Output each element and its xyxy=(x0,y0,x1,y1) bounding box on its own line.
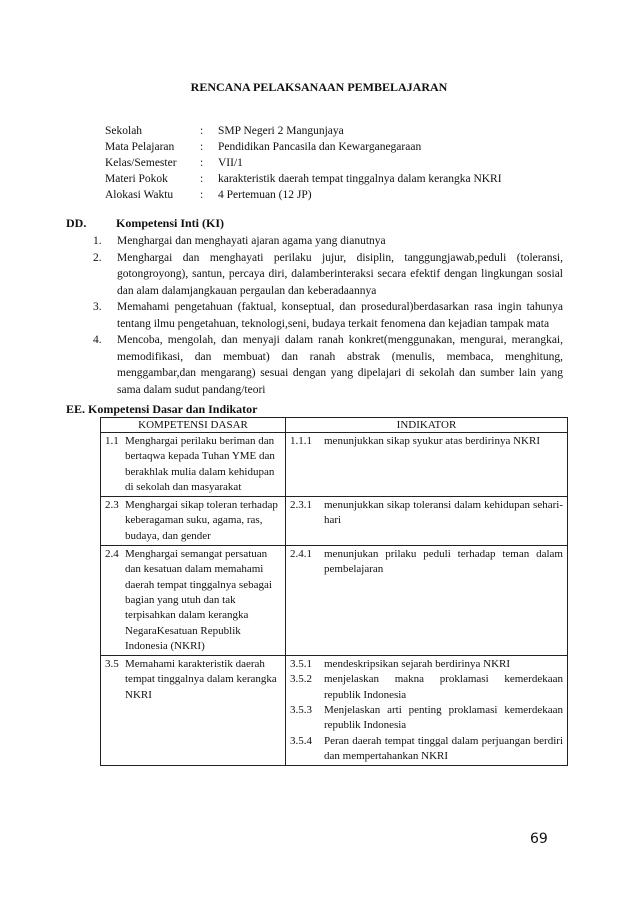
indicator-text: menjelaskan makna proklamasi kemerdekaan republik Indonesia xyxy=(324,673,563,701)
section-heading-kd xyxy=(66,402,258,417)
ki-item xyxy=(93,299,563,332)
info-separator: : xyxy=(200,157,204,169)
ki-item-text: Mencoba, mengolah, dan menyaji dalam ranah konkret(menggunakan, mengurai, merangkai, memodifikasi, dan membuat) dan ranah abstrak (menulis, membaca, menghitung, menggambar,dan mengarang) sesuai dengan yang dipelajari di sekolah dan sumber lain yang sama dalam sudut pandang/teori xyxy=(117,334,563,396)
column-header-kd: KOMPETENSI DASAR xyxy=(101,418,286,433)
info-value: 4 Pertemuan (12 JP) xyxy=(218,189,312,201)
ki-item-text: Menghargai dan menghayati ajaran agama yang dianutnya xyxy=(117,235,386,247)
kd-indicator-table xyxy=(100,417,568,766)
info-label: Mata Pelajaran xyxy=(105,141,175,153)
kd-text: Memahami karakteristik daerah tempat tinggalnya dalam kerangka NKRI xyxy=(125,658,277,701)
kd-cell xyxy=(101,546,286,656)
table-row xyxy=(101,497,568,546)
kd-number: 1.1 xyxy=(105,435,119,447)
kd-cell xyxy=(101,497,286,546)
ki-item-text: Menghargai dan menghayati perilaku jujur, disiplin, tanggungjawab,peduli (toleransi, gotongroyong), santun, percaya diri, dalamberinteraksi secara efektif dengan lingkungan sosial dan alam dalamjangkauan pergaulan dan keberadaannya xyxy=(117,251,563,297)
info-row-materi-pokok xyxy=(105,171,502,187)
kd-text: Menghargai sikap toleran terhadap keberagaman suku, agama, ras, budaya, dan gender xyxy=(125,499,278,542)
page-number: 69 xyxy=(530,831,548,847)
indicator-text: menunjukkan sikap syukur atas berdirinya NKRI xyxy=(324,435,540,447)
kd-number: 3.5 xyxy=(105,658,119,671)
table-row xyxy=(101,433,568,497)
identity-block xyxy=(105,123,502,203)
indicator-text: mendeskripsikan sejarah berdirinya NKRI xyxy=(324,658,511,671)
indicator-number: 3.5.3 xyxy=(290,704,312,717)
info-value: VII/1 xyxy=(218,157,243,169)
table-row xyxy=(101,546,568,656)
ki-item-number: 4. xyxy=(93,334,102,346)
info-row-mata-pelajaran xyxy=(105,139,502,155)
indicator-number: 3.5.1 xyxy=(290,658,312,671)
kd-cell xyxy=(101,433,286,497)
info-label: Sekolah xyxy=(105,125,143,137)
ki-item xyxy=(93,332,563,398)
indicator-cell xyxy=(286,656,568,766)
section-marker: DD. xyxy=(66,216,87,230)
table-header-row xyxy=(101,418,568,433)
info-label: Kelas/Semester xyxy=(105,157,177,169)
indicator-number: 2.3.1 xyxy=(290,499,312,512)
kd-number: 2.3 xyxy=(105,499,119,512)
ki-item xyxy=(93,233,563,250)
indicator-number: 3.5.4 xyxy=(290,734,312,747)
info-value: SMP Negeri 2 Mangunjaya xyxy=(218,125,344,137)
info-row-sekolah xyxy=(105,123,502,139)
ki-list xyxy=(93,233,563,398)
section-heading-ki xyxy=(66,216,224,231)
ki-item xyxy=(93,250,563,300)
indicator-cell xyxy=(286,497,568,546)
section-title: Kompetensi Inti (KI) xyxy=(116,216,224,230)
info-label: Materi Pokok xyxy=(105,173,168,185)
indicator-cell xyxy=(286,546,568,656)
ki-item-text: Memahami pengetahuan (faktual, konseptual, dan prosedural)berdasarkan rasa ingin tahunya tentang ilmu pengetahuan, teknologi,seni, budaya terkait fenomena dan kejadian tampak mata xyxy=(117,301,563,330)
indicator-number: 1.1.1 xyxy=(290,435,312,447)
ki-item-number: 3. xyxy=(93,301,102,313)
indicator-text: menunjukan prilaku peduli terhadap teman dalam pembelajaran xyxy=(324,548,563,576)
info-label: Alokasi Waktu xyxy=(105,189,174,201)
table-row xyxy=(101,656,568,766)
indicator-cell xyxy=(286,433,568,497)
info-row-kelas-semester xyxy=(105,155,502,171)
indicator-text: Peran daerah tempat tinggal dalam perjuangan berdiri dan mempertahankan NKRI xyxy=(324,734,563,762)
info-separator: : xyxy=(200,189,204,201)
indicator-text: Menjelaskan arti penting proklamasi kemerdekaan republik Indonesia xyxy=(324,704,563,732)
kd-text: Menghargai semangat persatuan dan kesatuan dalam memahami daerah tempat tinggalnya sebagai bagian yang utuh dan tak terpisahkan dalam kerangka NegaraKesatuan Republik Indonesia (NKRI) xyxy=(125,548,272,652)
ki-item-number: 2. xyxy=(93,251,102,264)
section-title: Kompetensi Dasar dan Indikator xyxy=(88,402,258,416)
indicator-number: 2.4.1 xyxy=(290,548,312,561)
info-value: karakteristik daerah tempat tinggalnya dalam kerangka NKRI xyxy=(218,173,502,185)
page-title: RENCANA PELAKSANAAN PEMBELAJARAN xyxy=(190,80,448,94)
column-header-indikator: INDIKATOR xyxy=(286,418,568,433)
kd-text: Menghargai perilaku beriman dan bertaqwa kepada Tuhan YME dan berakhlak mulia dalam kehidupan di sekolah dan masyarakat xyxy=(125,435,275,493)
info-separator: : xyxy=(200,125,204,137)
info-row-alokasi-waktu xyxy=(105,187,502,203)
info-separator: : xyxy=(200,173,204,185)
kd-number: 2.4 xyxy=(105,548,119,561)
indicator-text: menunjukkan sikap toleransi dalam kehidupan sehari-hari xyxy=(324,499,563,527)
info-value: Pendidikan Pancasila dan Kewarganegaraan xyxy=(218,141,422,153)
kd-cell xyxy=(101,656,286,766)
section-marker: EE. xyxy=(66,402,86,416)
ki-item-number: 1. xyxy=(93,235,102,247)
info-separator: : xyxy=(200,141,204,153)
indicator-number: 3.5.2 xyxy=(290,673,312,686)
